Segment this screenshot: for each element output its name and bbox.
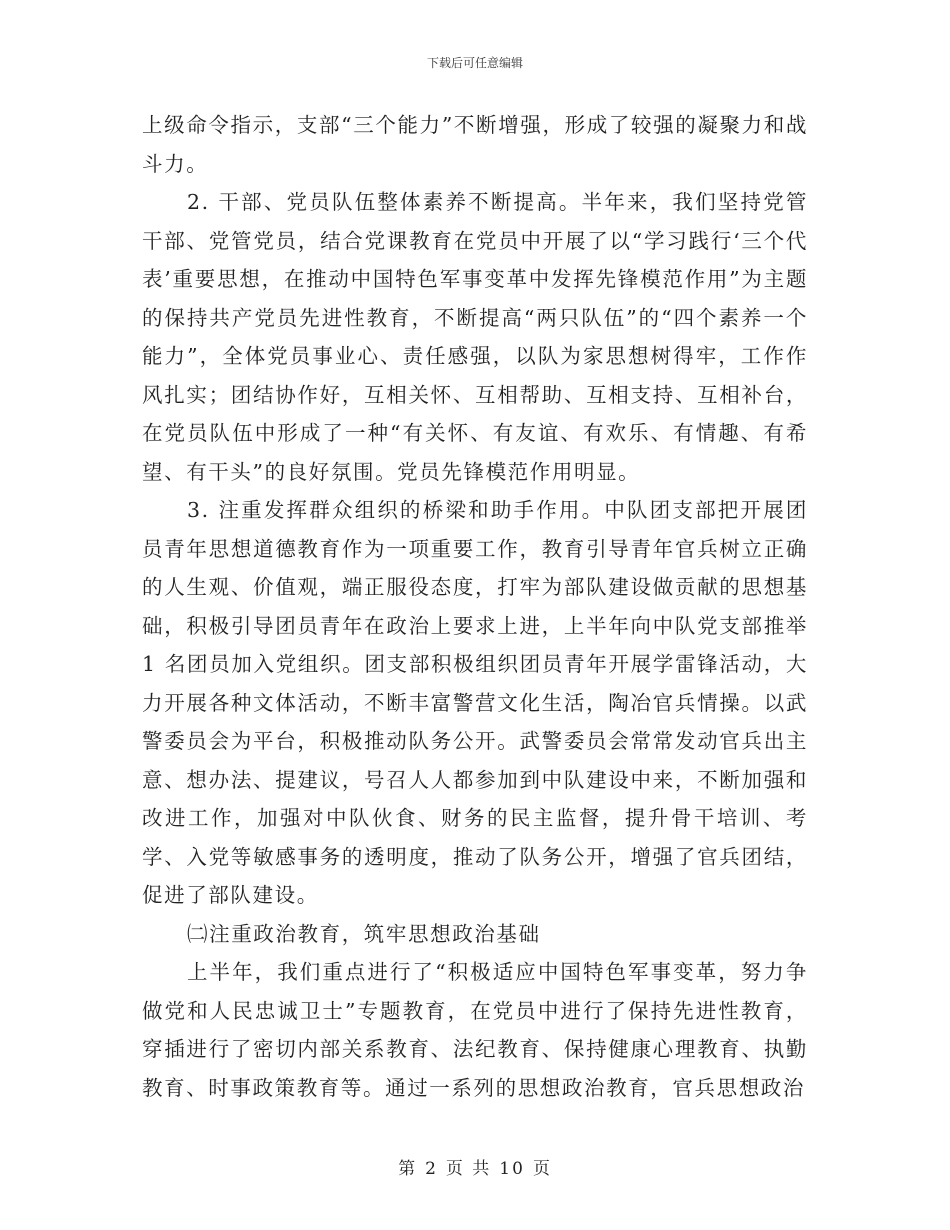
paragraph-2: 2. 干部、党员队伍整体素养不断提高。半年来，我们坚持党管干部、党管党员，结合党课教育在党员中开展了以“学习践行‘三个代表’重要思想，在推动中国特色军事变革中发挥先锋模范作用”为主题的保持共产党员先进性教育，不断提高“两只队伍”的“四个素养一个能力”，全体党员事业心、责任感强，以队为家思想树得牢，工作作风扎实；团结协作好，互相关怀、互相帮助、互相支持、互相补台，在党员队伍中形成了一种“有关怀、有友谊、有欢乐、有情趣、有希望、有干头”的良好氛围。党员先锋模范作用明显。 [142, 190, 808, 484]
header-note: 下载后可任意编辑 [426, 56, 523, 70]
footer-suffix: 页 [532, 1159, 552, 1179]
paragraph-4: 上半年，我们重点进行了“积极适应中国特色军事变革，努力争做党和人民忠诚卫士”专题教育，在党员中进行了保持先进性教育，穿插进行了密切内部关系教育、法纪教育、保持健康心理教育、执勤教育、时事政策教育等。通过一系列的思想政治教育，官兵思想政治 [142, 960, 808, 1100]
paragraph-3: 3. 注重发挥群众组织的桥梁和助手作用。中队团支部把开展团员青年思想道德教育作为一项重要工作，教育引导青年官兵树立正确的人生观、价值观，端正服役态度，打牢为部队建设做贡献的思想基础，积极引导团员青年在政治上要求上进，上半年向中队党支部推举 1 名团员加入党组织。团支部积极组织团员青年开展学雷锋活动，大力开展各种文体活动，不断丰富警营文化生活，陶冶官兵情操。以武警委员会为平台，积极推动队务公开。武警委员会常常发动官兵出主意、想办法、提建议，号召人人都参加到中队建设中来，不断加强和改进工作，加强对中队伙食、财务的民主监督，提升骨干培训、考学、入党等敏感事务的透明度，推动了队务公开，增强了官兵团结，促进了部队建设。 [142, 498, 808, 907]
paragraph-1: 上级命令指示，支部“三个能力”不断增强，形成了较强的凝聚力和战斗力。 [142, 113, 808, 176]
footer-page-number: 2 [425, 1159, 438, 1179]
footer-middle: 页 共 [445, 1159, 492, 1179]
footer-prefix: 第 [398, 1159, 418, 1179]
page-footer [0, 1154, 950, 1179]
section-heading: ㈡注重政治教育，筑牢思想政治基础 [187, 921, 541, 946]
document-body [142, 106, 808, 1107]
footer-total-pages: 10 [499, 1159, 525, 1179]
